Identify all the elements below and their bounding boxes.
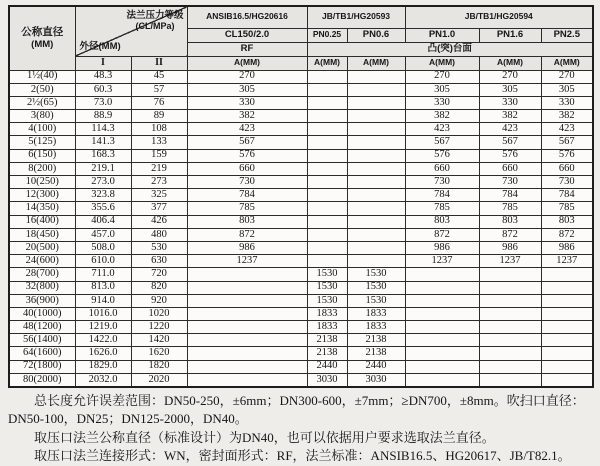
value-cell xyxy=(187,268,307,281)
value-cell: 270 xyxy=(405,70,479,83)
value-cell xyxy=(307,202,347,215)
value-cell: 920 xyxy=(131,294,187,307)
value-cell xyxy=(405,321,479,334)
table-row xyxy=(9,136,593,149)
value-cell xyxy=(307,96,347,109)
value-cell: 377 xyxy=(131,202,187,215)
table-row xyxy=(9,96,593,109)
value-cell: 273 xyxy=(131,176,187,189)
value-cell: 1626.0 xyxy=(75,347,131,360)
pressure-pn10-header: PN1.0 xyxy=(405,28,479,42)
value-cell: 270 xyxy=(541,70,593,83)
value-cell xyxy=(307,149,347,162)
value-cell: 2138 xyxy=(347,347,405,360)
value-cell: 803 xyxy=(187,215,307,228)
value-cell: 784 xyxy=(479,189,541,202)
value-cell xyxy=(347,215,405,228)
value-cell xyxy=(347,189,405,202)
value-cell: 872 xyxy=(405,228,479,241)
value-cell: 382 xyxy=(541,110,593,123)
value-cell: 785 xyxy=(187,202,307,215)
value-cell: 1620 xyxy=(131,347,187,360)
table-row xyxy=(9,347,593,360)
flange-dimension-table xyxy=(8,5,594,388)
table-row xyxy=(9,255,593,268)
row-label-nominal-diameter: 24(600) xyxy=(9,255,75,268)
value-cell: 508.0 xyxy=(75,241,131,254)
value-cell xyxy=(307,70,347,83)
value-cell xyxy=(307,215,347,228)
value-cell: 423 xyxy=(405,123,479,136)
value-cell xyxy=(187,321,307,334)
value-cell: 576 xyxy=(187,149,307,162)
value-cell: 720 xyxy=(131,268,187,281)
table-row xyxy=(9,149,593,162)
value-cell xyxy=(347,110,405,123)
row-label-nominal-diameter: 14(350) xyxy=(9,202,75,215)
value-cell xyxy=(187,373,307,387)
table-row xyxy=(9,281,593,294)
value-cell: 1237 xyxy=(541,255,593,268)
row-label-nominal-diameter: 6(150) xyxy=(9,149,75,162)
value-cell: 89 xyxy=(131,110,187,123)
value-cell: 3030 xyxy=(347,373,405,387)
value-cell: 423 xyxy=(541,123,593,136)
value-cell: 986 xyxy=(541,241,593,254)
table-row xyxy=(9,373,593,387)
row-label-nominal-diameter: 16(400) xyxy=(9,215,75,228)
value-cell: 576 xyxy=(405,149,479,162)
value-cell xyxy=(307,123,347,136)
value-cell: 2440 xyxy=(347,360,405,373)
value-cell: 872 xyxy=(541,228,593,241)
value-cell: 219.1 xyxy=(75,162,131,175)
table-row xyxy=(9,123,593,136)
value-cell: 270 xyxy=(187,70,307,83)
value-cell xyxy=(187,347,307,360)
value-cell: 730 xyxy=(405,176,479,189)
value-cell xyxy=(347,228,405,241)
value-cell: 567 xyxy=(541,136,593,149)
value-cell: 576 xyxy=(479,149,541,162)
value-cell xyxy=(347,96,405,109)
value-cell xyxy=(405,281,479,294)
value-cell: 567 xyxy=(187,136,307,149)
value-cell: 45 xyxy=(131,70,187,83)
value-cell xyxy=(347,202,405,215)
nominal-diameter-unit: (MM) xyxy=(31,38,54,50)
value-cell: 784 xyxy=(187,189,307,202)
value-cell xyxy=(541,373,593,387)
value-cell: 1530 xyxy=(307,281,347,294)
value-cell: 1530 xyxy=(347,268,405,281)
value-cell: 630 xyxy=(131,255,187,268)
row-label-nominal-diameter: 20(500) xyxy=(9,241,75,254)
value-cell: 1420 xyxy=(131,334,187,347)
value-cell xyxy=(347,176,405,189)
value-cell: 785 xyxy=(405,202,479,215)
table-row xyxy=(9,202,593,215)
value-cell xyxy=(405,294,479,307)
value-cell xyxy=(347,123,405,136)
value-cell: 1833 xyxy=(307,307,347,320)
value-cell: 1016.0 xyxy=(75,307,131,320)
flange-pressure-class-label: 法兰压力等级 (CL/MPa) xyxy=(126,10,184,32)
value-cell: 784 xyxy=(405,189,479,202)
row-label-nominal-diameter: 10(250) xyxy=(9,176,75,189)
value-cell: 457.0 xyxy=(75,228,131,241)
note-pressure-tap-diameter: 取压口法兰公称直径（标准设计）为DN40，也可以依据用户要求选取法兰直径。 xyxy=(34,429,495,445)
value-cell: 76 xyxy=(131,96,187,109)
row-label-nominal-diameter: 56(1400) xyxy=(9,334,75,347)
value-cell: 803 xyxy=(405,215,479,228)
value-cell: 872 xyxy=(479,228,541,241)
value-cell xyxy=(479,294,541,307)
table-header xyxy=(9,6,593,70)
table-row xyxy=(9,268,593,281)
table-row xyxy=(9,176,593,189)
value-cell: 141.3 xyxy=(75,136,131,149)
value-cell: 660 xyxy=(405,162,479,175)
value-cell xyxy=(187,281,307,294)
value-cell: 133 xyxy=(131,136,187,149)
value-cell: 423 xyxy=(187,123,307,136)
value-cell xyxy=(405,307,479,320)
value-cell: 159 xyxy=(131,149,187,162)
value-cell xyxy=(307,228,347,241)
value-cell xyxy=(405,373,479,387)
table-row xyxy=(9,241,593,254)
row-label-nominal-diameter: 3(80) xyxy=(9,110,75,123)
value-cell: 330 xyxy=(187,96,307,109)
value-cell xyxy=(347,255,405,268)
value-cell xyxy=(307,162,347,175)
value-cell: 2440 xyxy=(307,360,347,373)
row-label-nominal-diameter: 1½(40) xyxy=(9,70,75,83)
table-row xyxy=(9,162,593,175)
value-cell: 1829.0 xyxy=(75,360,131,373)
value-cell: 305 xyxy=(541,83,593,96)
row-label-nominal-diameter: 18(450) xyxy=(9,228,75,241)
table-row xyxy=(9,189,593,202)
value-cell: 803 xyxy=(479,215,541,228)
value-cell xyxy=(479,360,541,373)
value-cell: 610.0 xyxy=(75,255,131,268)
outer-diameter-label: 外径(MM) xyxy=(79,40,121,52)
face-rf-header: RF xyxy=(187,42,307,56)
value-cell: 2138 xyxy=(347,334,405,347)
value-cell: 986 xyxy=(405,241,479,254)
value-cell: 2032.0 xyxy=(75,373,131,387)
value-cell xyxy=(307,189,347,202)
value-cell xyxy=(405,268,479,281)
table-row xyxy=(9,321,593,334)
value-cell: 576 xyxy=(541,149,593,162)
value-cell: 1833 xyxy=(347,321,405,334)
value-cell: 323.8 xyxy=(75,189,131,202)
row-label-nominal-diameter: 40(1000) xyxy=(9,307,75,320)
value-cell: 270 xyxy=(479,70,541,83)
value-cell: 567 xyxy=(479,136,541,149)
value-cell: 872 xyxy=(187,228,307,241)
standard-ansi-header: ANSIB16.5/HG20616 xyxy=(187,6,307,28)
value-cell: 1219.0 xyxy=(75,321,131,334)
od-series-I-header: I xyxy=(75,56,131,70)
raised-face-header: 凸(突)台面 xyxy=(307,42,593,56)
value-cell: 114.3 xyxy=(75,123,131,136)
row-label-nominal-diameter: 72(1800) xyxy=(9,360,75,373)
row-label-nominal-diameter: 32(800) xyxy=(9,281,75,294)
table-row xyxy=(9,83,593,96)
value-cell: 273.0 xyxy=(75,176,131,189)
od-series-II-header: II xyxy=(131,56,187,70)
value-cell: 730 xyxy=(541,176,593,189)
value-cell: 1020 xyxy=(131,307,187,320)
row-label-nominal-diameter: 36(900) xyxy=(9,294,75,307)
value-cell: 1530 xyxy=(307,268,347,281)
value-cell xyxy=(479,281,541,294)
nominal-diameter-header xyxy=(9,6,75,70)
footnotes xyxy=(8,392,594,466)
value-cell: 986 xyxy=(187,241,307,254)
table-row xyxy=(9,215,593,228)
row-label-nominal-diameter: 8(200) xyxy=(9,162,75,175)
value-cell xyxy=(307,110,347,123)
value-cell xyxy=(541,347,593,360)
value-cell xyxy=(347,83,405,96)
table-row xyxy=(9,70,593,83)
table-body xyxy=(9,70,593,387)
value-cell: 730 xyxy=(187,176,307,189)
value-cell xyxy=(347,136,405,149)
row-label-nominal-diameter: 64(1600) xyxy=(9,347,75,360)
value-cell: 48.3 xyxy=(75,70,131,83)
pressure-pn06-header: PN0.6 xyxy=(347,28,405,42)
a-mm-header-pn025: A(MM) xyxy=(307,56,347,70)
value-cell: 1530 xyxy=(307,294,347,307)
value-cell xyxy=(307,136,347,149)
value-cell: 730 xyxy=(479,176,541,189)
value-cell: 820 xyxy=(131,281,187,294)
value-cell: 382 xyxy=(405,110,479,123)
table-row xyxy=(9,110,593,123)
value-cell: 305 xyxy=(405,83,479,96)
value-cell: 60.3 xyxy=(75,83,131,96)
value-cell: 1820 xyxy=(131,360,187,373)
value-cell xyxy=(347,162,405,175)
value-cell xyxy=(541,307,593,320)
note-tolerance: 总长度允许误差范围：DN50-250，±6mm；DN300-600，±7mm；≥DN700，±8mm。吹扫口直径：DN50-100，DN25；DN125-2000，DN40。 xyxy=(8,393,585,427)
a-mm-header-pn25: A(MM) xyxy=(541,56,593,70)
value-cell: 813.0 xyxy=(75,281,131,294)
standard-jb-hg20594-header: JB/TB1/HG20594 xyxy=(405,6,593,28)
value-cell: 1530 xyxy=(347,281,405,294)
value-cell: 785 xyxy=(479,202,541,215)
pressure-pn025-header: PN0.25 xyxy=(307,28,347,42)
table-row xyxy=(9,307,593,320)
value-cell: 3030 xyxy=(307,373,347,387)
value-cell xyxy=(405,334,479,347)
value-cell: 2138 xyxy=(307,334,347,347)
value-cell: 660 xyxy=(187,162,307,175)
value-cell: 1422.0 xyxy=(75,334,131,347)
value-cell: 355.6 xyxy=(75,202,131,215)
value-cell: 382 xyxy=(187,110,307,123)
value-cell: 986 xyxy=(479,241,541,254)
value-cell xyxy=(541,334,593,347)
value-cell: 567 xyxy=(405,136,479,149)
value-cell xyxy=(479,268,541,281)
value-cell: 57 xyxy=(131,83,187,96)
value-cell: 330 xyxy=(541,96,593,109)
value-cell xyxy=(307,255,347,268)
pressure-pn25-header: PN2.5 xyxy=(541,28,593,42)
value-cell xyxy=(307,83,347,96)
value-cell xyxy=(479,307,541,320)
value-cell: 108 xyxy=(131,123,187,136)
table-row xyxy=(9,294,593,307)
table-row xyxy=(9,360,593,373)
value-cell xyxy=(479,321,541,334)
value-cell: 330 xyxy=(479,96,541,109)
row-label-nominal-diameter: 4(100) xyxy=(9,123,75,136)
value-cell: 803 xyxy=(541,215,593,228)
value-cell: 660 xyxy=(479,162,541,175)
value-cell xyxy=(187,307,307,320)
value-cell xyxy=(187,360,307,373)
value-cell xyxy=(307,241,347,254)
value-cell: 1220 xyxy=(131,321,187,334)
row-label-nominal-diameter: 2½(65) xyxy=(9,96,75,109)
pressure-pn16-header: PN1.6 xyxy=(479,28,541,42)
value-cell: 325 xyxy=(131,189,187,202)
standard-jb-hg20593-header: JB/TB1/HG20593 xyxy=(307,6,405,28)
note-pressure-tap-connection: 取压口法兰连接形式：WN，密封面形式：RF，法兰标准：ANSIB16.5、HG20617、JB/T82.1。 xyxy=(34,448,571,464)
value-cell xyxy=(479,373,541,387)
value-cell: 1237 xyxy=(187,255,307,268)
value-cell xyxy=(541,268,593,281)
value-cell: 305 xyxy=(479,83,541,96)
a-mm-header-pn16: A(MM) xyxy=(479,56,541,70)
row-label-nominal-diameter: 28(700) xyxy=(9,268,75,281)
value-cell: 660 xyxy=(541,162,593,175)
value-cell xyxy=(307,176,347,189)
row-label-nominal-diameter: 5(125) xyxy=(9,136,75,149)
value-cell xyxy=(405,347,479,360)
value-cell: 1833 xyxy=(307,321,347,334)
value-cell: 88.9 xyxy=(75,110,131,123)
outer-diameter-diagonal-header xyxy=(75,6,187,56)
row-label-nominal-diameter: 48(1200) xyxy=(9,321,75,334)
value-cell: 426 xyxy=(131,215,187,228)
value-cell xyxy=(479,334,541,347)
value-cell: 480 xyxy=(131,228,187,241)
pressure-cl150-header: CL150/2.0 xyxy=(187,28,307,42)
value-cell: 305 xyxy=(187,83,307,96)
a-mm-header-pn06: A(MM) xyxy=(347,56,405,70)
value-cell: 330 xyxy=(405,96,479,109)
value-cell: 1530 xyxy=(347,294,405,307)
value-cell: 382 xyxy=(479,110,541,123)
value-cell: 219 xyxy=(131,162,187,175)
value-cell xyxy=(541,360,593,373)
value-cell: 2020 xyxy=(131,373,187,387)
value-cell: 784 xyxy=(541,189,593,202)
row-label-nominal-diameter: 80(2000) xyxy=(9,373,75,387)
value-cell xyxy=(347,241,405,254)
row-label-nominal-diameter: 2(50) xyxy=(9,83,75,96)
value-cell: 914.0 xyxy=(75,294,131,307)
nominal-diameter-title: 公称直径 xyxy=(21,25,64,38)
value-cell xyxy=(405,360,479,373)
value-cell xyxy=(187,294,307,307)
value-cell: 785 xyxy=(541,202,593,215)
value-cell xyxy=(479,347,541,360)
row-label-nominal-diameter: 12(300) xyxy=(9,189,75,202)
value-cell: 406.4 xyxy=(75,215,131,228)
value-cell: 711.0 xyxy=(75,268,131,281)
value-cell xyxy=(541,281,593,294)
value-cell xyxy=(347,149,405,162)
a-mm-header-pn10: A(MM) xyxy=(405,56,479,70)
value-cell: 73.0 xyxy=(75,96,131,109)
value-cell xyxy=(541,321,593,334)
table-row xyxy=(9,228,593,241)
a-mm-header-cl150: A(MM) xyxy=(187,56,307,70)
value-cell: 1237 xyxy=(405,255,479,268)
value-cell: 423 xyxy=(479,123,541,136)
table-row xyxy=(9,334,593,347)
value-cell: 2138 xyxy=(307,347,347,360)
value-cell: 1237 xyxy=(479,255,541,268)
value-cell xyxy=(187,334,307,347)
value-cell: 1833 xyxy=(347,307,405,320)
value-cell: 530 xyxy=(131,241,187,254)
value-cell xyxy=(347,70,405,83)
value-cell xyxy=(541,294,593,307)
value-cell: 168.3 xyxy=(75,149,131,162)
